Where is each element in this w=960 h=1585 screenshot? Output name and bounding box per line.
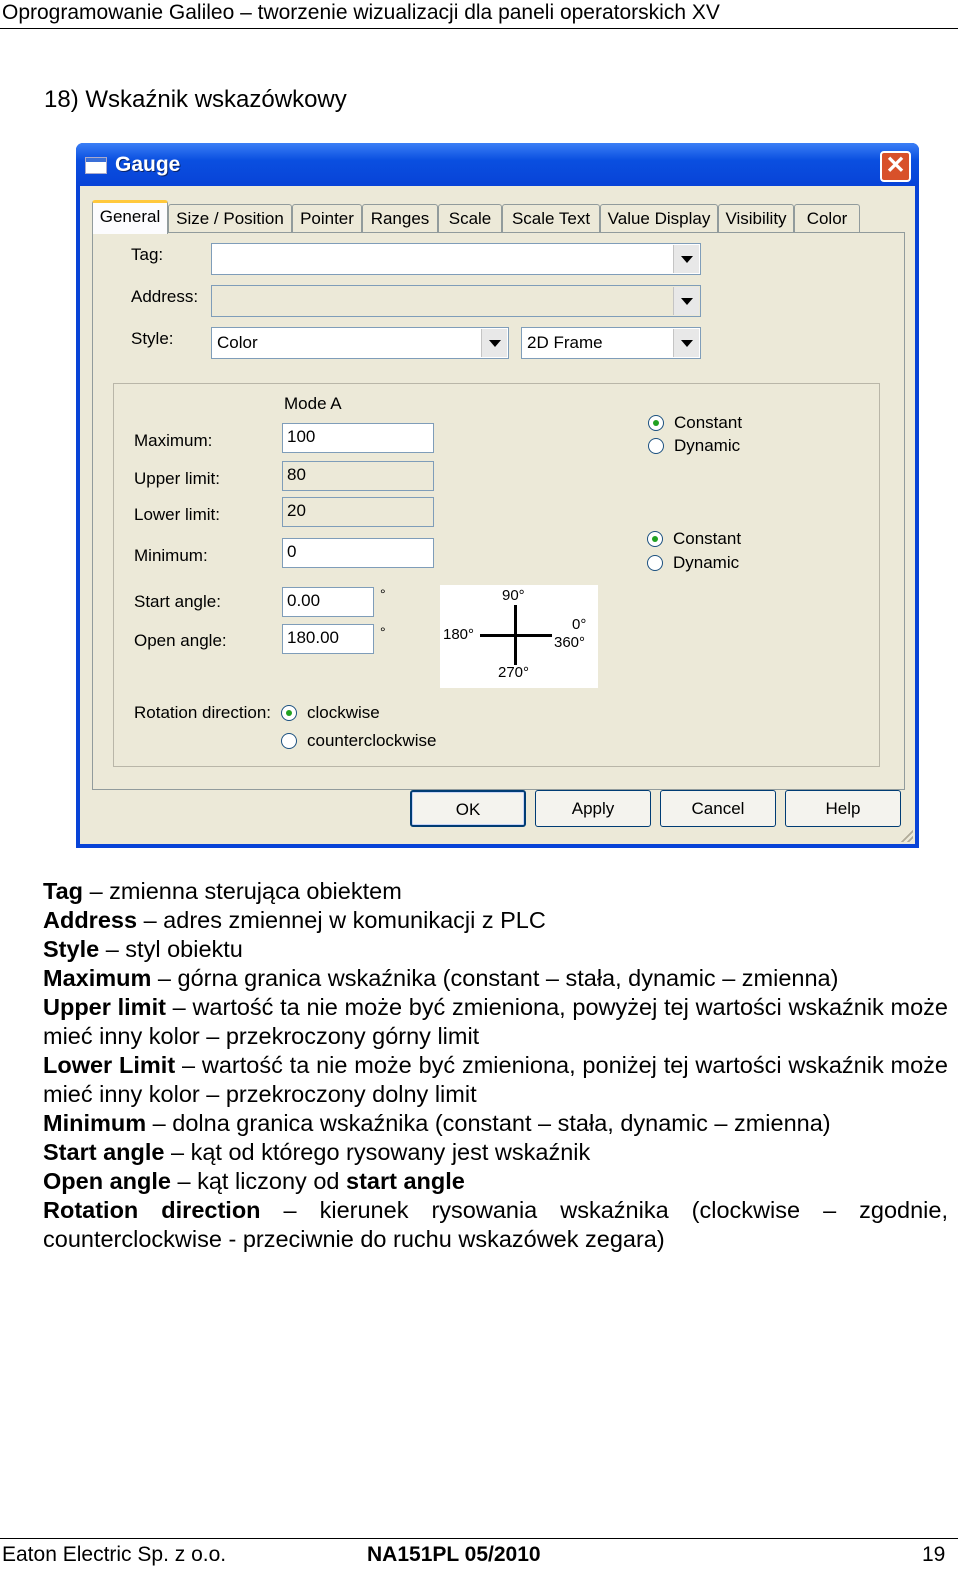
tag-label: Tag: (131, 245, 164, 264)
angle-0: 0° (572, 616, 587, 633)
style-combo[interactable] (211, 327, 509, 359)
term: Maximum (43, 965, 152, 991)
min-constant-radio[interactable] (647, 531, 663, 547)
tab-scale[interactable]: Scale (438, 204, 502, 232)
definition: – zmienna sterująca obiektem (83, 878, 402, 904)
start-angle-label: Start angle: (134, 592, 221, 611)
close-icon: ✕ (885, 152, 906, 179)
definition: – wartość ta nie może być zmieniona, powyżej tej wartości wskaźnik może mieć inny kolor – przekroczony górny limit (43, 994, 948, 1049)
tab-color[interactable]: Color (794, 204, 860, 232)
desc-line (43, 906, 948, 935)
tag-combo[interactable] (211, 243, 701, 275)
definition: – dolna granica wskaźnika (constant – stała, dynamic – zmienna) (146, 1110, 831, 1136)
frame-value: 2D Frame (527, 333, 603, 352)
definition: – adres zmiennej w komunikacji z PLC (137, 907, 546, 933)
desc-line (43, 1196, 948, 1254)
definition: – wartość ta nie może być zmieniona, poniżej tej wartości wskaźnik może mieć inny kolor – przekroczony dolny limit (43, 1052, 948, 1107)
degree-sign: ° (380, 586, 386, 602)
page-footer (0, 1538, 958, 1585)
max-constant-label: Constant (674, 413, 743, 432)
mode-label: Mode A (284, 394, 342, 413)
cancel-button[interactable]: Cancel (660, 790, 776, 827)
desc-line (43, 1051, 948, 1109)
dialog-client (80, 186, 915, 844)
lower-limit-field: 20 (282, 497, 434, 527)
apply-button[interactable]: Apply (535, 790, 651, 827)
min-dynamic-label: Dynamic (673, 553, 740, 572)
desc-line (43, 1138, 948, 1167)
term: Rotation direction (43, 1197, 261, 1223)
help-button[interactable]: Help (785, 790, 901, 827)
lower-limit-label: Lower limit: (134, 505, 220, 524)
tab-visibility[interactable]: Visibility (718, 204, 794, 232)
tab-general[interactable]: General (92, 200, 168, 234)
max-dynamic-radio[interactable] (648, 438, 664, 454)
desc-line (43, 1109, 948, 1138)
gauge-dialog (76, 143, 919, 848)
desc-line (43, 877, 948, 906)
general-panel (92, 232, 905, 790)
page-header (0, 0, 958, 29)
tab-scale-text[interactable]: Scale Text (502, 204, 600, 232)
term: Style (43, 936, 100, 962)
tab-ranges[interactable]: Ranges (362, 204, 438, 232)
window-title: Gauge (115, 153, 181, 176)
ok-button[interactable]: OK (410, 790, 526, 827)
tab-pointer[interactable]: Pointer (292, 204, 362, 232)
header-text: Oprogramowanie Galileo – tworzenie wizualizacji dla paneli operatorskich XV (2, 1, 720, 24)
desc-line (43, 1167, 948, 1196)
section-title: 18) Wskaźnik wskazówkowy (44, 86, 347, 113)
term: Start angle (43, 1139, 165, 1165)
window-icon (85, 157, 107, 174)
max-dynamic-label: Dynamic (674, 436, 741, 455)
start-angle-input[interactable]: 0.00 (282, 587, 374, 617)
maximum-input[interactable]: 100 (282, 423, 434, 453)
definition: – styl obiektu (99, 936, 243, 962)
clockwise-label: clockwise (307, 703, 380, 722)
term: Open angle (43, 1168, 171, 1194)
term: Tag (43, 878, 84, 904)
style-label: Style: (131, 329, 174, 348)
counterclockwise-radio[interactable] (281, 733, 297, 749)
address-combo[interactable] (211, 285, 701, 317)
minimum-label: Minimum: (134, 546, 208, 565)
rotation-label: Rotation direction: (134, 703, 272, 722)
upper-limit-label: Upper limit: (134, 469, 220, 488)
upper-limit-field: 80 (282, 461, 434, 491)
desc-line (43, 993, 948, 1051)
axis-vertical (514, 605, 517, 665)
frame-combo[interactable] (521, 327, 701, 359)
angle-diagram (440, 585, 598, 688)
mode-groupbox (113, 383, 880, 767)
close-button[interactable] (880, 151, 911, 182)
term: start angle (346, 1168, 465, 1194)
footer-doc-id: NA151PL 05/2010 (367, 1543, 541, 1566)
open-angle-input[interactable]: 180.00 (282, 624, 374, 654)
footer-company: Eaton Electric Sp. z o.o. (2, 1543, 227, 1566)
title-bar[interactable] (76, 143, 919, 186)
angle-270: 270° (498, 664, 530, 681)
desc-line (43, 935, 948, 964)
term: Lower Limit (43, 1052, 176, 1078)
desc-line (43, 964, 948, 993)
style-value: Color (217, 333, 258, 352)
angle-360: 360° (554, 634, 586, 651)
definition: – kierunek rysowania wskaźnika (clockwise – zgodnie, counterclockwise - przeciwnie do ruchu wskazówek zegara) (43, 1197, 948, 1252)
min-dynamic-radio[interactable] (647, 555, 663, 571)
chevron-down-icon[interactable] (673, 287, 699, 315)
chevron-down-icon[interactable] (673, 329, 699, 357)
counterclockwise-label: counterclockwise (307, 731, 437, 750)
chevron-down-icon[interactable] (481, 329, 507, 357)
chevron-down-icon[interactable] (673, 245, 699, 273)
maximum-label: Maximum: (134, 431, 213, 450)
clockwise-radio[interactable] (281, 705, 297, 721)
max-constant-radio[interactable] (648, 415, 664, 431)
description (43, 877, 948, 1254)
address-label: Address: (131, 287, 199, 306)
resize-grip-icon[interactable] (901, 830, 913, 842)
degree-sign: ° (380, 624, 386, 640)
tab-size-position[interactable]: Size / Position (168, 204, 292, 232)
term: Address (43, 907, 138, 933)
angle-90: 90° (502, 587, 525, 604)
open-angle-label: Open angle: (134, 631, 227, 650)
definition: – kąt liczony od (170, 1168, 347, 1194)
definition: – kąt od którego rysowany jest wskaźnik (164, 1139, 591, 1165)
minimum-input[interactable]: 0 (282, 538, 434, 568)
angle-180: 180° (443, 626, 475, 643)
definition: – górna granica wskaźnika (constant – stała, dynamic – zmienna) (151, 965, 839, 991)
tab-value-display[interactable]: Value Display (600, 204, 718, 232)
term: Minimum (43, 1110, 147, 1136)
footer-page-number: 19 (922, 1543, 946, 1566)
min-constant-label: Constant (673, 529, 742, 548)
term: Upper limit (43, 994, 166, 1020)
